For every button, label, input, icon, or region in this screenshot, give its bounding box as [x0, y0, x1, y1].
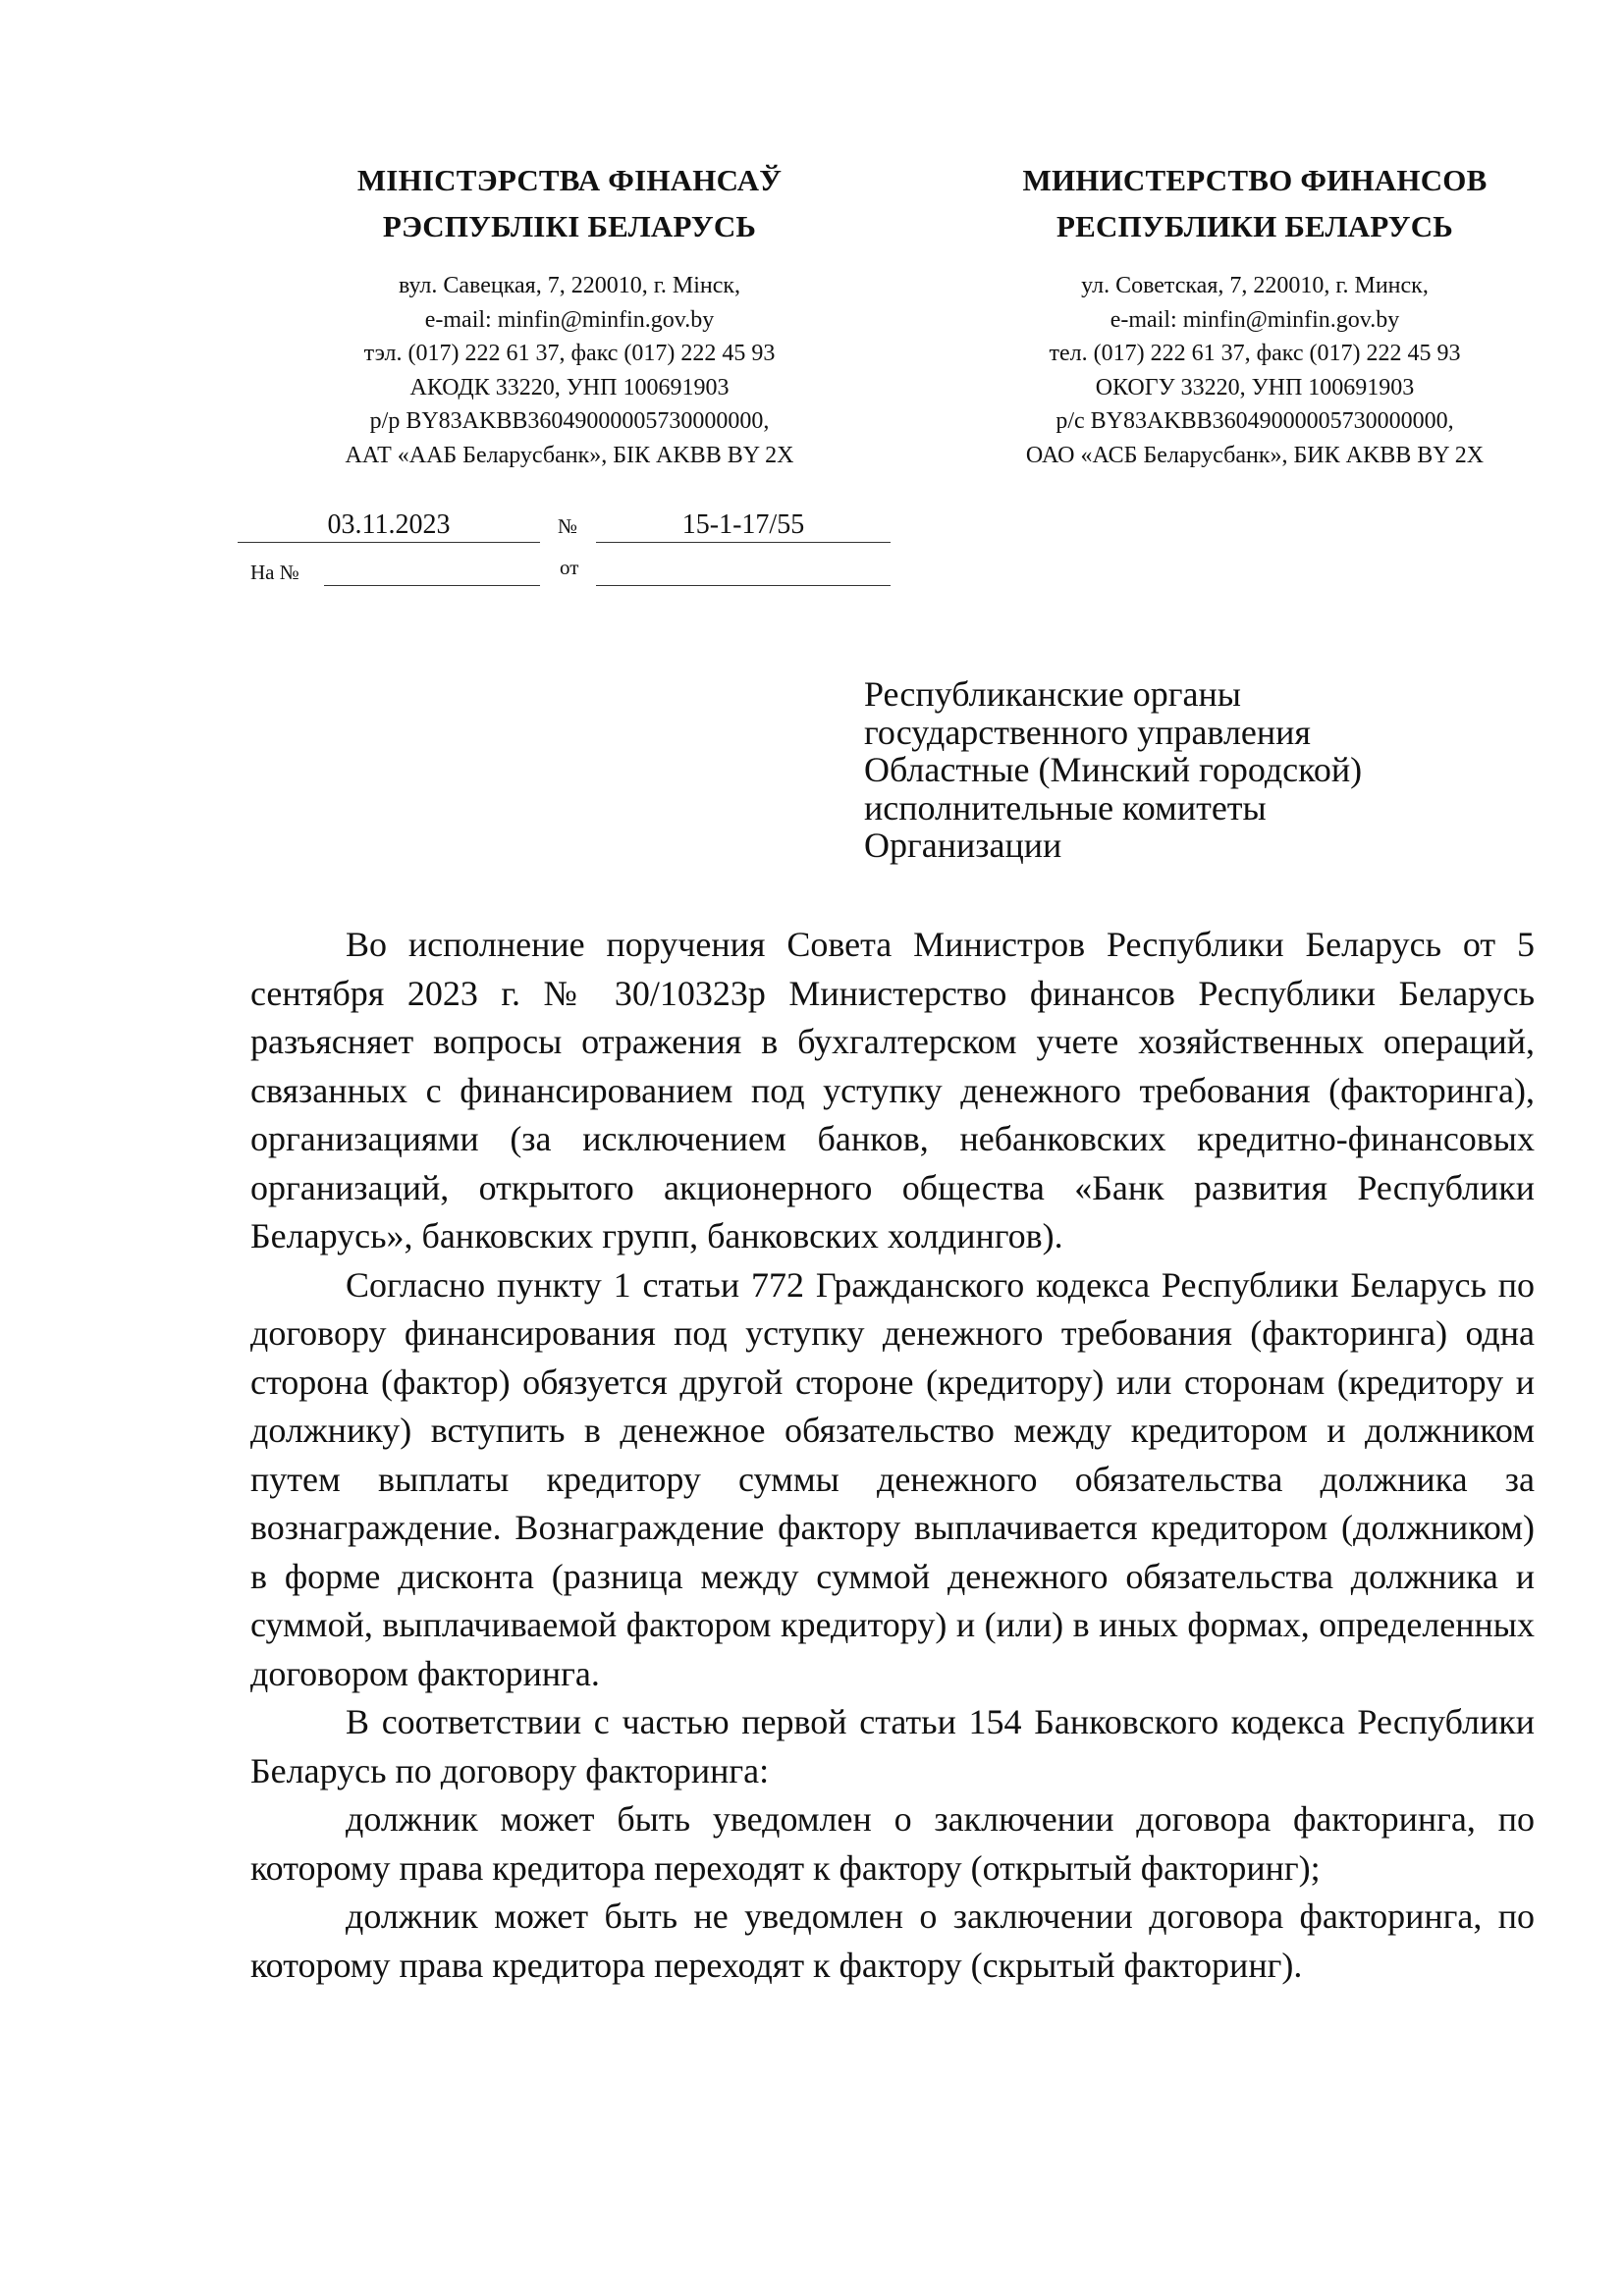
codes-line: ОКОГУ 33220, УНП 100691903: [1095, 374, 1415, 400]
ministry-name-belarusian: [265, 157, 874, 249]
document-number-label: №: [558, 514, 578, 538]
body-paragraph: должник может быть уведомлен о заключении договора факторинга, по которому права кредитора переходят к фактору (открытый факторинг);: [250, 1799, 1535, 1888]
account-line: р/с BY83AKBB36049000005730000000,: [1056, 408, 1454, 434]
addressee-line: Организации: [864, 826, 1062, 865]
codes-line: АКОДК 33220, УНП 100691903: [409, 374, 730, 400]
phone-line: тел. (017) 222 61 37, факс (017) 222 45 93: [1049, 341, 1461, 366]
email-line: e-mail: minfin@minfin.gov.by: [424, 306, 715, 333]
ministry-details-russian: [950, 269, 1559, 472]
email-line: e-mail: minfin@minfin.gov.by: [1110, 306, 1400, 333]
addressee-line: Областные (Минский городской): [864, 750, 1363, 789]
addressee-line: государственного управления: [864, 712, 1311, 752]
letter-body: [250, 921, 1535, 1990]
addressee-block: [864, 675, 1571, 865]
body-paragraph: Согласно пункту 1 статьи 772 Гражданского кодекса Республики Беларусь по договору финансирования под уступку денежного требования (факторинга) одна сторона (фактор) обязуется другой стороне (кредитору) или сторонам (кредитору и должнику) вступить в денежное обязательство между кредитором и должником путем выплаты кредитору суммы денежного обязательства должника за вознаграждение. Вознаграждение фактору выплачивается кредитором (должником) в форме дисконта (разница между суммой денежного обязательства должника и суммой, выплачиваемой фактором кредитору) и (или) в иных формах, определенных договором факторинга.: [250, 1264, 1535, 1693]
document-date-field: 03.11.2023: [238, 508, 540, 543]
body-paragraph: В соответствии с частью первой статьи 154 Банковского кодекса Республики Беларусь по договору факторинга:: [250, 1702, 1535, 1790]
phone-line: тэл. (017) 222 61 37, факс (017) 222 45 93: [363, 341, 776, 366]
ministry-details-belarusian: [265, 269, 874, 472]
addressee-line: исполнительные комитеты: [864, 787, 1267, 828]
account-line: р/р BY83AKBB36049000005730000000,: [369, 408, 770, 434]
letterhead-russian: [950, 157, 1559, 472]
reply-date-label: от: [560, 556, 579, 579]
bank-line: ОАО «АСБ Беларусбанк», БИК AKBB BY 2X: [1025, 442, 1485, 468]
address-line: вул. Савецкая, 7, 220010, г. Мінск,: [398, 273, 741, 298]
body-paragraph: должник может быть не уведомлен о заключении договора факторинга, по которому права кредитора переходят к фактору (скрытый факторинг).: [250, 1896, 1535, 1985]
body-paragraph: Во исполнение поручения Совета Министров Республики Беларусь от 5 сентября 2023 г. № 30/10323р Министерство финансов Республики Беларусь разъясняет вопросы отражения в бухгалтерском учете хозяйственных операций, связанных с финансированием под уступку денежного требования (факторинга), организациями (за исключением банков, небанковских кредитно-финансовых организаций, открытого акционерного общества «Банк развития Республики Беларусь», банковских групп, банковских холдингов).: [250, 925, 1535, 1255]
letterhead-belarusian: [265, 157, 874, 472]
addressee-line: Республиканские органы: [864, 674, 1241, 714]
bank-line: ААТ «ААБ Беларусбанк», БІК AKBB BY 2X: [345, 442, 794, 468]
reply-to-label: На №: [250, 561, 299, 584]
ministry-name-line: РЕСПУБЛИКИ БЕЛАРУСЬ: [1056, 209, 1453, 243]
document-number-field: 15-1-17/55: [596, 508, 891, 543]
ministry-name-line: МІНІСТЭРСТВА ФІНАНСАЎ: [356, 163, 783, 197]
reply-date-field: [596, 552, 891, 586]
ministry-name-line: РЭСПУБЛІКІ БЕЛАРУСЬ: [382, 209, 757, 243]
ministry-name-russian: [950, 157, 1559, 249]
ministry-name-line: МИНИСТЕРСТВО ФИНАНСОВ: [1022, 163, 1488, 197]
address-line: ул. Советская, 7, 220010, г. Минск,: [1081, 273, 1429, 298]
reply-number-field: [324, 552, 540, 586]
